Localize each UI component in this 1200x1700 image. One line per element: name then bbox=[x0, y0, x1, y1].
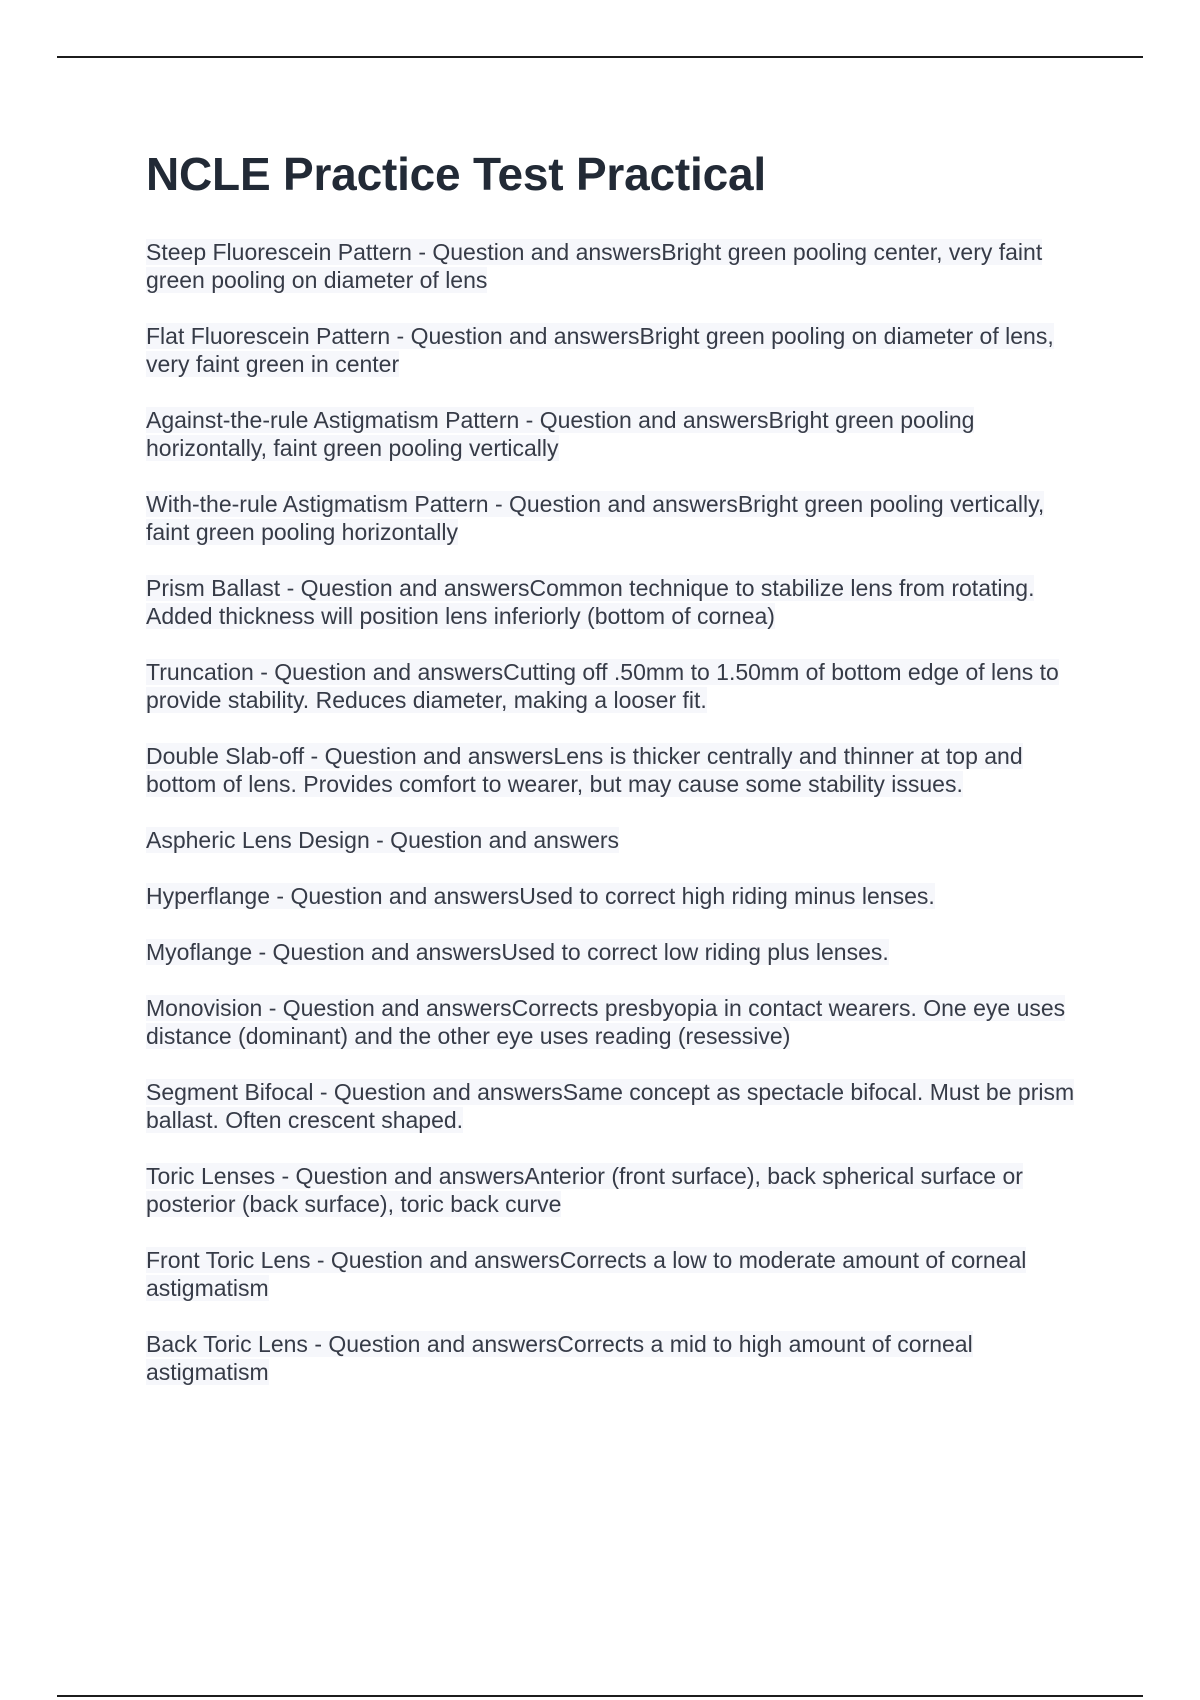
qa-text: Monovision - Question and answersCorrects presbyopia in contact wearers. One eye uses distance (dominant) and the other eye uses reading (resessive) bbox=[146, 995, 1066, 1049]
list-item bbox=[146, 994, 1090, 1050]
qa-text: Front Toric Lens - Question and answersCorrects a low to moderate amount of corneal astigmatism bbox=[146, 1247, 1027, 1301]
list-item bbox=[146, 882, 1090, 910]
qa-text: Truncation - Question and answersCutting off .50mm to 1.50mm of bottom edge of lens to provide stability. Reduces diameter, making a looser fit. bbox=[146, 659, 1059, 713]
top-divider bbox=[57, 56, 1143, 58]
list-item bbox=[146, 1330, 1090, 1386]
page-title: NCLE Practice Test Practical bbox=[146, 148, 766, 200]
document-body bbox=[146, 138, 1090, 1414]
qa-text: Hyperflange - Question and answersUsed to correct high riding minus lenses. bbox=[146, 883, 935, 909]
list-item bbox=[146, 238, 1090, 294]
list-item bbox=[146, 742, 1090, 798]
qa-text: Back Toric Lens - Question and answersCorrects a mid to high amount of corneal astigmatism bbox=[146, 1331, 973, 1385]
list-item bbox=[146, 406, 1090, 462]
list-item bbox=[146, 658, 1090, 714]
qa-text: Aspheric Lens Design - Question and answers bbox=[146, 827, 620, 853]
qa-text: Segment Bifocal - Question and answersSame concept as spectacle bifocal. Must be prism ballast. Often crescent shaped. bbox=[146, 1079, 1075, 1133]
qa-text: Against-the-rule Astigmatism Pattern - Question and answersBright green pooling horizontally, faint green pooling vertically bbox=[146, 407, 975, 461]
list-item bbox=[146, 826, 1090, 854]
list-item bbox=[146, 490, 1090, 546]
qa-text: Flat Fluorescein Pattern - Question and answersBright green pooling on diameter of lens, very faint green in center bbox=[146, 323, 1054, 377]
list-item bbox=[146, 574, 1090, 630]
list-item bbox=[146, 938, 1090, 966]
list-item bbox=[146, 322, 1090, 378]
qa-text: Myoflange - Question and answersUsed to correct low riding plus lenses. bbox=[146, 939, 889, 965]
list-item bbox=[146, 1078, 1090, 1134]
qa-text: With-the-rule Astigmatism Pattern - Question and answersBright green pooling vertically, faint green pooling horizontally bbox=[146, 491, 1045, 545]
qa-list bbox=[146, 238, 1090, 1386]
list-item bbox=[146, 1246, 1090, 1302]
qa-text: Steep Fluorescein Pattern - Question and answersBright green pooling center, very faint green pooling on diameter of lens bbox=[146, 239, 1043, 293]
qa-text: Double Slab-off - Question and answersLens is thicker centrally and thinner at top and bottom of lens. Provides comfort to wearer, but may cause some stability issues. bbox=[146, 743, 1023, 797]
bottom-divider bbox=[57, 1695, 1143, 1697]
qa-text: Prism Ballast - Question and answersCommon technique to stabilize lens from rotating. Added thickness will position lens inferiorly (bottom of cornea) bbox=[146, 575, 1035, 629]
qa-text: Toric Lenses - Question and answersAnterior (front surface), back spherical surface or posterior (back surface), toric back curve bbox=[146, 1163, 1023, 1217]
list-item bbox=[146, 1162, 1090, 1218]
